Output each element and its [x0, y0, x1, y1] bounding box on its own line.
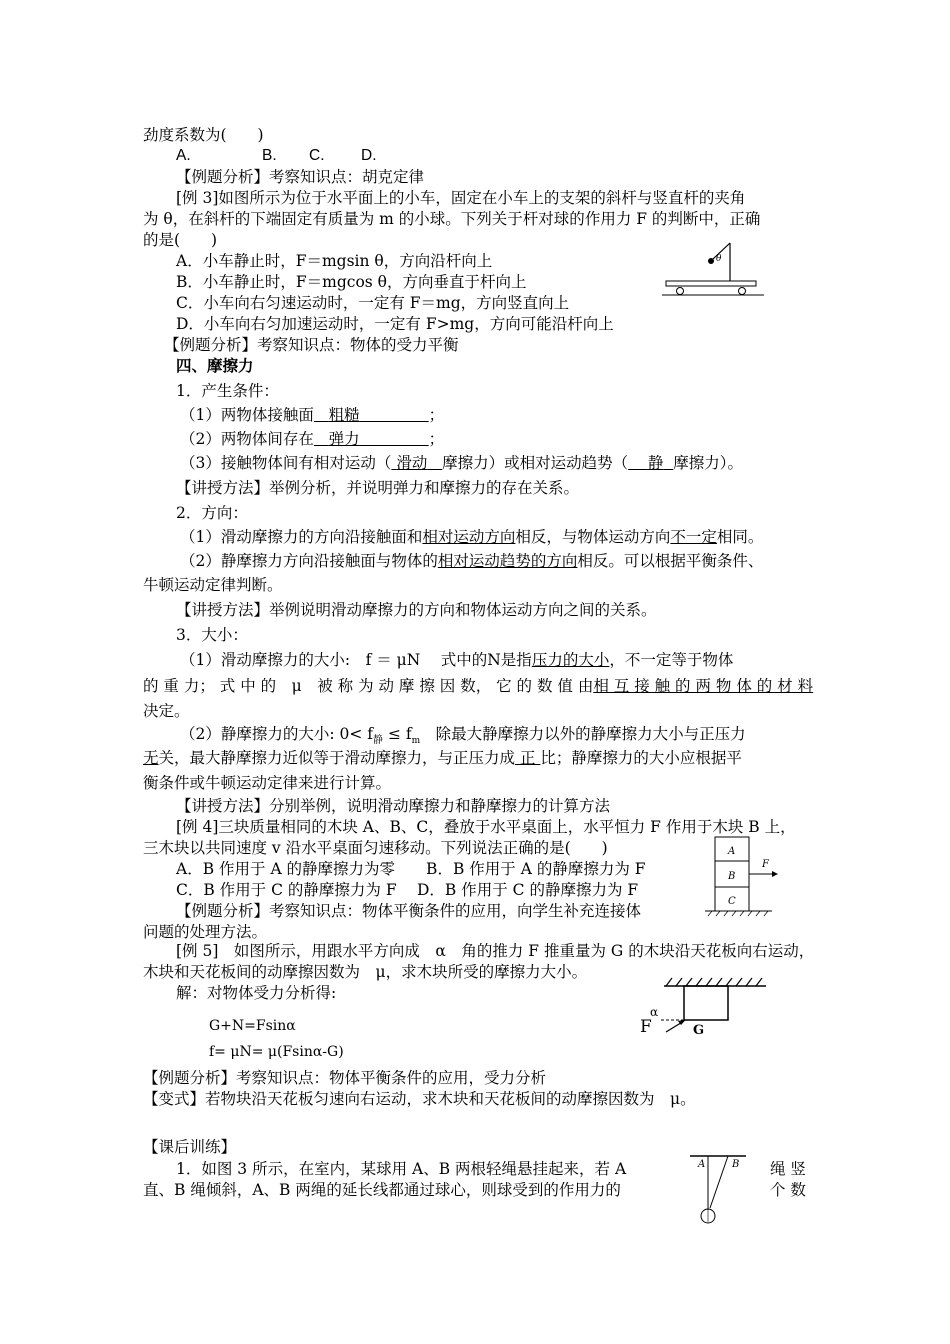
choice-a: A．小车静止时，F＝mgsin θ，方向沿杆向上 [176, 252, 493, 270]
answer-text: 相对运动趋势的方向 [437, 552, 578, 570]
blocks-figure [700, 833, 790, 918]
section-heading: 【课后训练】 [143, 1138, 237, 1156]
text-span: 相反，与物体运动方向 [515, 528, 671, 546]
equation: G+N=Fsinα [209, 1018, 296, 1034]
analysis-note: 【例题分析】考察知识点：物体平衡条件的应用，向学生补充连接体 [176, 902, 642, 920]
text-line: 木块和天花板间的动摩擦因数为 μ，求木块所受的摩擦力大小。 [143, 963, 588, 981]
label-b: B [728, 871, 736, 882]
example-4-text: [例 4]三块质量相同的木块 A、B、C，叠放于水平桌面上，水平恒力 F 作用于木块 B 上， [176, 818, 796, 836]
solution-intro: 解：对物体受力分析得: [176, 984, 337, 1002]
ball [708, 258, 714, 264]
text-span: （2）静摩擦力的大小: 0< f [180, 725, 374, 743]
text-line [143, 748, 742, 768]
text-span: （1）滑动摩擦力的方向沿接触面和 [180, 528, 423, 546]
blank-answer [628, 454, 673, 472]
choice-b: B．小车静止时，F＝mgcos θ，方向垂直于杆向上 [176, 273, 527, 291]
cart-body [666, 281, 756, 286]
answer-text: 无 [143, 749, 159, 767]
answer-text: 压力的大小 [531, 651, 610, 669]
exercise-1-text: 1．如图 3 所示，在室内，某球用 A、B 两根轻绳悬挂起来，若 A [176, 1160, 627, 1178]
answer-text: 粗糙 [328, 406, 360, 424]
text-span: 除最大静摩擦力以外的静摩擦力大小与正压力 [420, 725, 746, 743]
label-c: C [728, 896, 736, 907]
text-span: 个 数 [770, 1181, 806, 1199]
text-line: 三木块以共同速度 v 沿水平桌面匀速移动。下列说法正确的是( ) [143, 839, 608, 857]
text-span: 比；静摩擦力的大小应根据平 [540, 749, 742, 767]
text-line: 为 θ，在斜杆的下端固定有质量为 m 的小球。下列关于杆对球的作用力 F 的判断中，正确 [143, 210, 761, 228]
example-3-text: [例 3]如图所示为位于水平面上的小车，固定在小车上的支架的斜杆与竖直杆的夹角 [176, 189, 746, 207]
label-f: F [762, 859, 769, 870]
analysis-note: 【例题分析】考察知识点：胡克定律 [176, 168, 425, 186]
ceiling-figure [636, 972, 776, 1038]
answer-text: 弹力 [328, 430, 360, 448]
answer-text: 正 [519, 749, 536, 767]
label-b: B [732, 1159, 740, 1170]
text-span: 摩擦力）或相对运动趋势（ [442, 454, 629, 472]
block [684, 986, 728, 1020]
answer-text: 相对运动方向 [422, 528, 516, 546]
text-span: （2）两物体间存在 [180, 430, 314, 448]
text-span: ，不一定等于物体 [609, 651, 734, 669]
text-line: 衡条件或牛顿运动定律来进行计算。 [143, 774, 392, 792]
choice-cd: C．B 作用于 C 的静摩擦力为 F D．B 作用于 C 的静摩擦力为 F [176, 881, 639, 899]
text-span: 相反。可以根据平衡条件、 [577, 552, 764, 570]
option-d-label: D. [361, 147, 377, 164]
text-line: （2）两物体间存在 弹力 ； [180, 430, 445, 448]
cart-figure [660, 235, 770, 305]
text-span: （3）接触物体间有相对运动（ [180, 454, 392, 472]
subscript: m [411, 736, 421, 747]
choice-ab: A．B 作用于 A 的静摩擦力为零 B．B 作用于 A 的静摩擦力为 F [176, 860, 646, 878]
text-span: ≤ f [383, 725, 412, 743]
label-f: F [640, 1017, 652, 1037]
text-line: 牛顿运动定律判断。 [143, 576, 283, 594]
subheading: 2．方向： [176, 504, 248, 522]
ceiling-hatch [666, 978, 762, 986]
text-span: 关，最大静摩擦力近似等于滑动摩擦力，与正压力成 [158, 749, 516, 767]
option-b-label: B. [262, 147, 277, 164]
wheel-right [739, 288, 746, 295]
subheading: 1．产生条件： [176, 382, 279, 400]
text-span: 摩擦力）。 [673, 454, 743, 472]
teaching-note: 【讲授方法】分别举例，说明滑动摩擦力和静摩擦力的计算方法 [176, 797, 611, 815]
blank-answer [314, 406, 429, 424]
label-a: A [728, 846, 736, 857]
text-line: 直、B 绳倾斜，A、B 两绳的延长线都通过球心，则球受到的作用力的 [143, 1181, 621, 1199]
text-line [143, 676, 813, 696]
teaching-note: 【讲授方法】举例分析，并说明弹力和摩擦力的存在关系。 [176, 479, 580, 497]
arrow-head [772, 871, 778, 877]
choice-d: D．小车向右匀加速运动时，一定有 F>mg，方向可能沿杆向上 [176, 315, 614, 333]
rope-b [710, 1156, 728, 1208]
label-g: G [693, 1023, 705, 1038]
blank-answer [391, 454, 442, 472]
text-line [180, 527, 763, 547]
subheading: 3．大小： [176, 626, 248, 644]
text-line: 的是( ) [143, 231, 218, 249]
answer-text: 滑动 [396, 454, 428, 472]
option-a-label: A. [176, 147, 191, 164]
option-c-label: C. [309, 147, 325, 164]
wheel-left [677, 288, 684, 295]
text-line: （1）两物体接触面 粗糙 ； [180, 406, 445, 424]
answer-text: 相 互 接 触 的 两 物 体 的 材 料 [593, 677, 814, 695]
variant-question: 【变式】若物块沿天花板匀速向右运动，求木块和天花板间的动摩擦因数为 μ。 [143, 1090, 696, 1108]
equation: f= μN= μ(Fsinα-G) [209, 1044, 344, 1060]
analysis-note: 【例题分析】考察知识点：物体的受力平衡 [164, 336, 459, 354]
text-line [180, 650, 733, 670]
answer-text: 不一定 [670, 528, 717, 546]
blank-answer [314, 430, 429, 448]
example-5-text: [例 5] 如图所示，用跟水平方向成 α 角的推力 F 推重量为 G 的木块沿天花板向右运动， [176, 942, 815, 960]
text-span: 绳 竖 [770, 1160, 806, 1178]
text-span: （2）静摩擦力方向沿接触面与物体的 [180, 552, 438, 570]
text-line [180, 453, 743, 473]
text-line: 问题的处理方法。 [143, 923, 268, 941]
blank-answer [515, 749, 540, 767]
choice-c: C．小车向右匀速运动时，一定有 F＝mg，方向竖直向上 [176, 294, 570, 312]
table-hatch [708, 911, 768, 916]
text-span: （1）滑动摩擦力的大小: f ＝ μN 式中的N是指 [180, 651, 532, 669]
text-line: 劲度系数为( ) [143, 126, 264, 144]
theta-label: θ [716, 254, 722, 264]
section-heading: 四、摩擦力 [176, 356, 254, 375]
text-line [180, 551, 763, 571]
label-alpha: α [650, 1005, 659, 1019]
teaching-note: 【讲授方法】举例说明滑动摩擦力的方向和物体运动方向之间的关系。 [176, 601, 657, 619]
answer-text: 静 [647, 454, 664, 472]
pendulum-figure [688, 1152, 748, 1232]
text-span: 的 重 力； 式 中 的 μ 被 称 为 动 摩 擦 因 数， 它 的 数 值 由 [143, 677, 594, 695]
text-span: 相同。 [716, 528, 764, 546]
analysis-note: 【例题分析】考察知识点：物体平衡条件的应用，受力分析 [143, 1069, 547, 1087]
text-line: 决定。 [143, 702, 190, 720]
label-a: A [698, 1159, 706, 1170]
text-span: （1）两物体接触面 [180, 406, 314, 424]
subscript: 静 [373, 735, 384, 747]
